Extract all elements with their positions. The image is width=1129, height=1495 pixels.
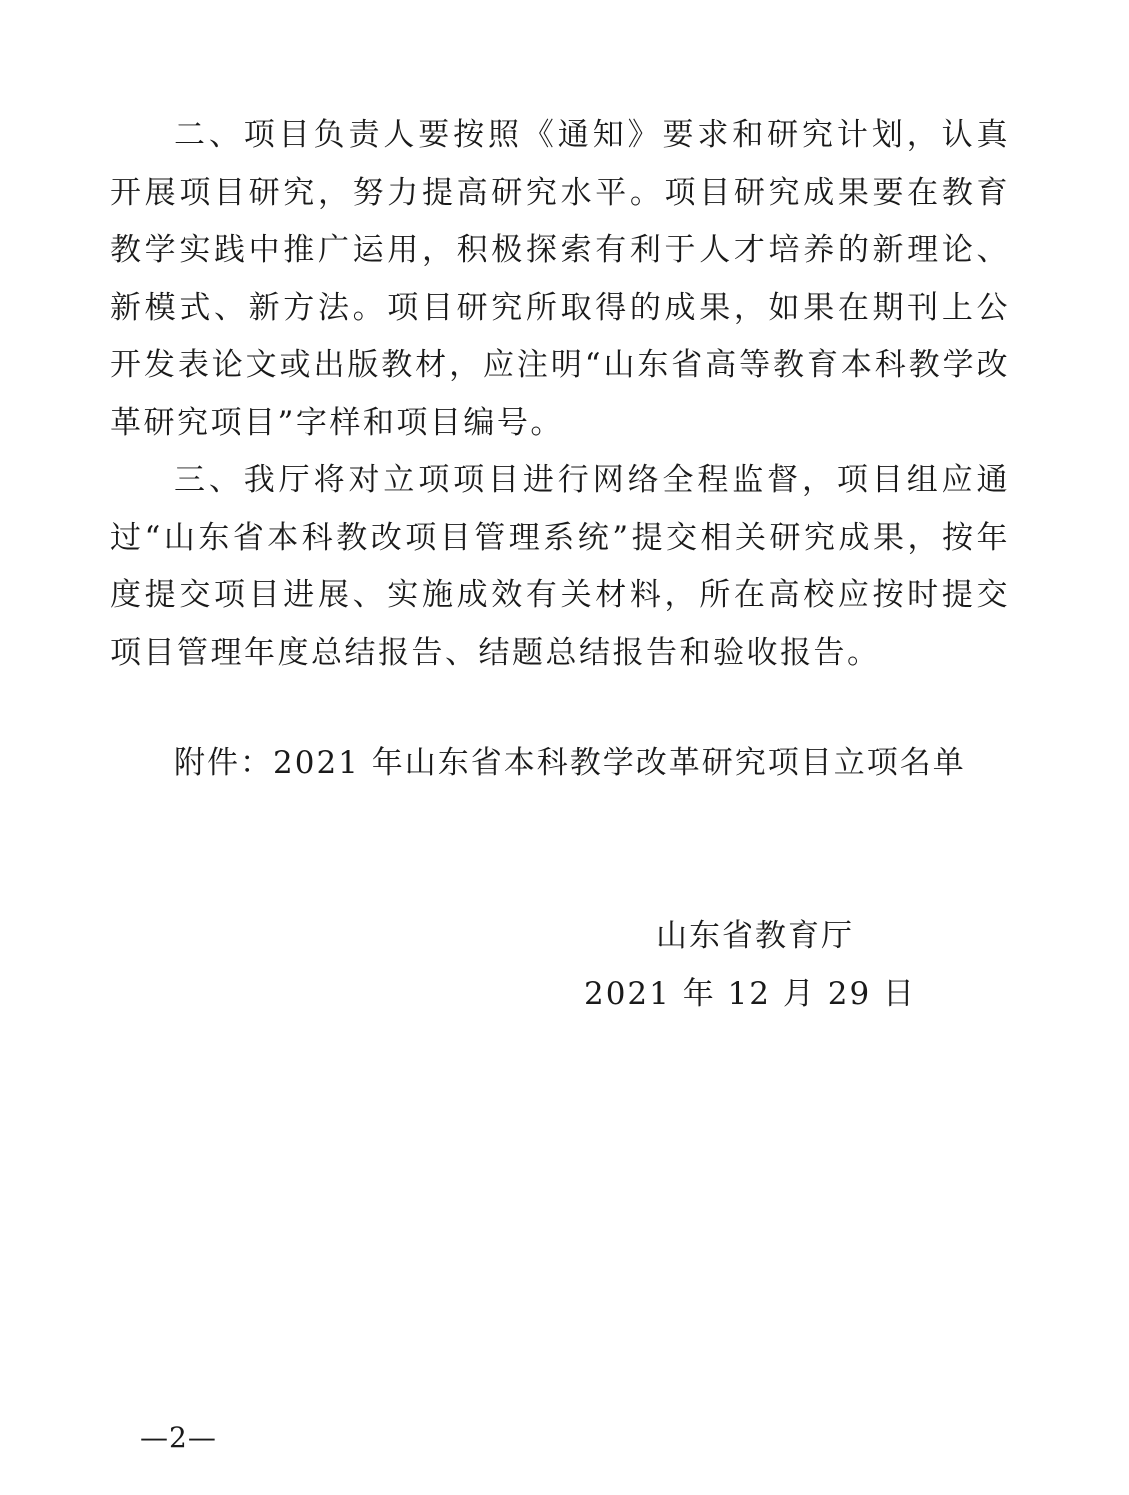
issue-date: 2021 年 12 月 29 日 (583, 976, 917, 1012)
body-paragraph-3: 三、我厅将对立项项目进行网络全程监督，项目组应通过“山东省本科教改项目管理系统”提交相关研究成果，按年度提交项目进展、实施成效有关材料，所在高校应按时提交项目管理年度总结报告、结题总结报告和验收报告。 (110, 462, 1010, 671)
issuer-name: 山东省教育厅 (656, 918, 854, 954)
attachment-line: 附件：2021 年山东省本科教学改革研究项目立项名单 (174, 745, 966, 781)
page-number: —2— (140, 1421, 217, 1454)
body-paragraph-2: 二、项目负责人要按照《通知》要求和研究计划，认真开展项目研究，努力提高研究水平。项目研究成果要在教育教学实践中推广运用，积极探索有利于人才培养的新理论、新模式、新方法。项目研究所取得的成果，如果在期刊上公开发表论文或出版教材，应注明“山东省高等教育本科教学改革研究项目”字样和项目编号。 (110, 117, 1010, 441)
